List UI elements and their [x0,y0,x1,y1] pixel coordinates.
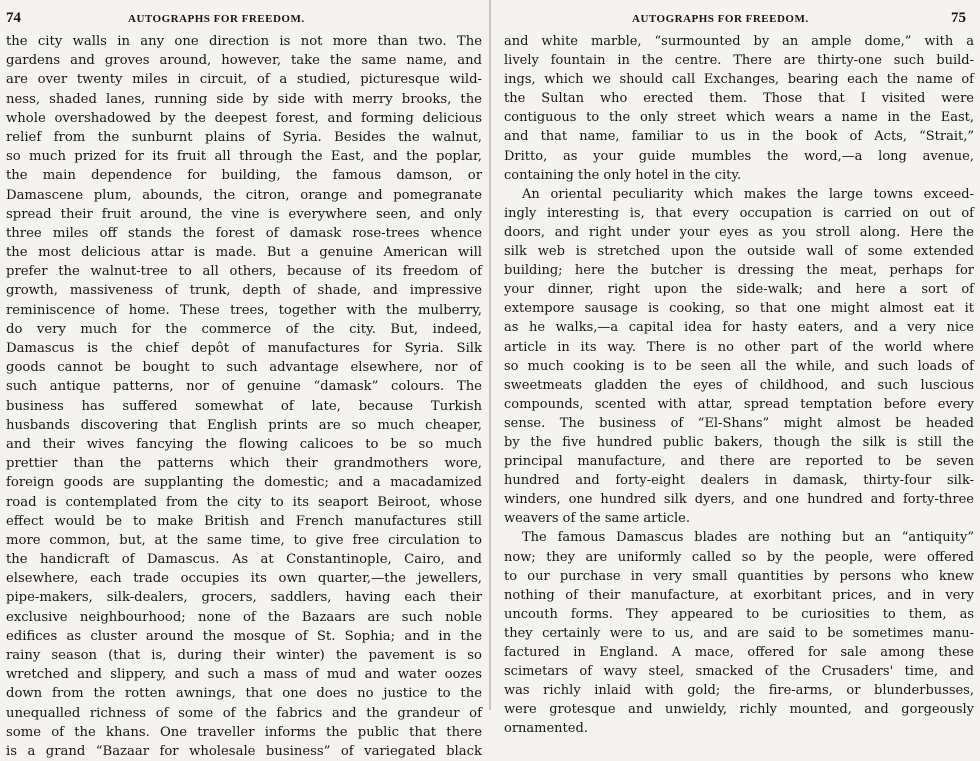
text-line: are over twenty miles in circuit, of a studied, picturesque wild- [6,72,482,88]
text-line: to our purchase in very small quantities by persons who knew [504,568,974,584]
text-line: unequalled richness of some of the fabrics and the grandeur of [6,705,482,721]
text-line: prettier than the patterns which their grandmothers wore, [6,456,482,472]
text-line: contiguous to the only street which wears a name in the East, [504,110,974,126]
text-line: so much cooking is to be seen all the while, and such loads of [504,358,974,374]
text-line: Damascus is the chief depôt of manufactures for Syria. Silk [6,341,482,356]
text-line: business has suffered somewhat of late, because Turkish [6,398,482,414]
text-line: more common, but, at the same time, to give free circulation to [6,532,482,548]
text-line: growth, massiveness of trunk, depth of shade, and impressive [6,283,482,299]
left-page-body [6,32,482,761]
text-line: scimetars of wavy steel, smacked of the Crusaders' time, and [504,664,974,680]
text-line: and that name, familiar to us in the book of Acts, “Strait,” [504,129,974,145]
text-line: Dritto, as your guide mumbles the word,—a long avenue, [504,148,974,164]
text-line: winders, one hundred silk dyers, and one hundred and forty-three [504,492,974,508]
right-page [490,0,980,737]
running-head: AUTOGRAPHS FOR FREEDOM. [128,13,305,25]
text-line: nothing of their manufacture, at exorbitant prices, and in very [504,587,974,603]
text-line: sweetmeats gladden the eyes of childhood, and such luscious [504,377,974,393]
text-line: effect would be to make British and French manufactures still [6,513,482,529]
text-line: reminiscence of home. These trees, together with the mulberry, [6,302,482,318]
text-line: sense. The business of “El-Shans” might almost be headed [504,415,974,431]
text-line: extempore sausage is cooking, so that one might almost eat it [504,301,974,317]
text-line: silk web is stretched upon the outside wall of some extended [504,244,974,260]
text-line: ornamented. [504,721,588,737]
text-line: The famous Damascus blades are nothing but an “antiquity” [522,530,974,546]
text-line: now; they are uniformly called so by the people, were offered [504,549,974,565]
text-line: the main dependence for building, the famous damson, or [6,168,482,184]
text-line: Damascene plum, abounds, the citron, orange and pomegranate [6,187,482,203]
text-line: were grotesque and unwieldy, richly mounted, and gorgeously [504,702,974,718]
text-line: exclusive neighbourhood; none of the Bazaars are such noble [6,609,482,625]
text-line: compounds, scented with attar, spread temptation before every [504,396,974,412]
text-line: goods cannot be bought to such advantage elsewhere, nor of [6,360,482,376]
text-line: principal manufacture, and there are reported to be seven [504,454,974,470]
text-line: road is contemplated from the city to its seaport Beiroot, whose [6,494,482,510]
text-line: relief from the sunburnt plains of Syria. Besides the walnut, [6,129,482,145]
text-line: doors, and right under your eyes as you stroll along. Here the [504,224,974,240]
text-line: ingly interesting is, that every occupation is carried on out of [504,205,974,221]
text-line: ness, shaded lanes, running side by side with merry brooks, the [6,91,482,107]
text-line: pipe-makers, silk-dealers, grocers, saddlers, having each their [6,590,482,606]
text-line: edifices as cluster around the mosque of St. Sophia; and in the [6,628,482,644]
page-number: 75 [951,10,966,26]
text-line: prefer the walnut-tree to all others, because of its freedom of [6,264,482,280]
text-line: article in its way. There is no other part of the world where [504,339,974,355]
running-head: AUTOGRAPHS FOR FREEDOM. [632,13,809,25]
right-page-header [504,10,974,32]
page-number: 74 [6,10,21,26]
text-line: foreign goods are supplanting the domestic; and a macadamized [6,475,482,491]
text-line: uncouth forms. They appeared to be curiosities to them, as [504,606,974,622]
text-line: do very much for the commerce of the city. But, indeed, [6,321,482,337]
text-line: three miles off stands the forest of damask rose-trees whence [6,225,482,241]
text-line: and their wives fancying the flowing calicoes to be so much [6,436,482,452]
text-line: such antique patterns, nor of genuine “damask” colours. The [6,379,482,395]
text-line: An oriental peculiarity which makes the large towns exceed- [522,186,974,202]
text-line: gardens and groves around, however, take the same name, and [6,53,482,69]
text-line: the Sultan who erected them. Those that I visited were [504,91,974,107]
text-line: containing the only hotel in the city. [504,167,742,183]
text-line: is a grand “Bazaar for wholesale business” of variegated black [6,743,482,759]
text-line: the most delicious attar is made. But a genuine American will [6,245,482,261]
text-line: by the five hundred public bakers, though the silk is still the [504,434,974,450]
right-page-body [504,32,974,738]
text-line: building; here the butcher is dressing the meat, perhaps for [504,263,974,279]
text-line: wretched and slippery, and such a mass of mud and water oozes [6,667,482,683]
text-line: down from the rotten awnings, that one does no justice to the [6,686,482,702]
text-line: lively fountain in the centre. There are thirty-one such build- [504,53,974,69]
text-line: some of the khans. One traveller informs the public that there [6,724,482,740]
text-line: and white marble, “surmounted by an ample dome,” with a [504,34,974,49]
text-line: ings, which we should call Exchanges, bearing each the name of [504,72,974,88]
text-line: whole overshadowed by the deepest forest, and forming delicious [6,110,482,126]
text-line: rainy season (that is, during their winter) the pavement is so [6,648,482,663]
text-line: hundred and forty-eight dealers in damask, thirty-four silk- [504,473,974,489]
text-line: husbands discovering that English prints are so much cheaper, [6,417,482,433]
text-line: as he walks,—a capital idea for hasty eaters, and a very nice [504,320,974,336]
text-line: was richly inlaid with gold; the fire-arms, or blunderbusses, [504,683,974,699]
text-line: so much prized for its fruit all through the East, and the poplar, [6,149,482,165]
left-page-header [6,10,482,32]
text-line: spread their fruit around, the vine is everywhere seen, and only [6,206,482,222]
text-line: the city walls in any one direction is not more than two. The [6,34,482,49]
text-line: they certainly were to us, and are said to be sometimes manu- [504,625,974,641]
text-line: weavers of the same article. [504,511,691,527]
text-line: your dinner, right upon the side-walk; and here a sort of [504,282,974,298]
text-line: the handicraft of Damascus. As at Constantinople, Cairo, and [6,552,482,568]
left-page [0,0,490,759]
text-line: elsewhere, each trade occupies its own quarter,—the jewellers, [6,571,482,587]
text-line: factured in England. A mace, offered for sale among these [504,645,974,660]
